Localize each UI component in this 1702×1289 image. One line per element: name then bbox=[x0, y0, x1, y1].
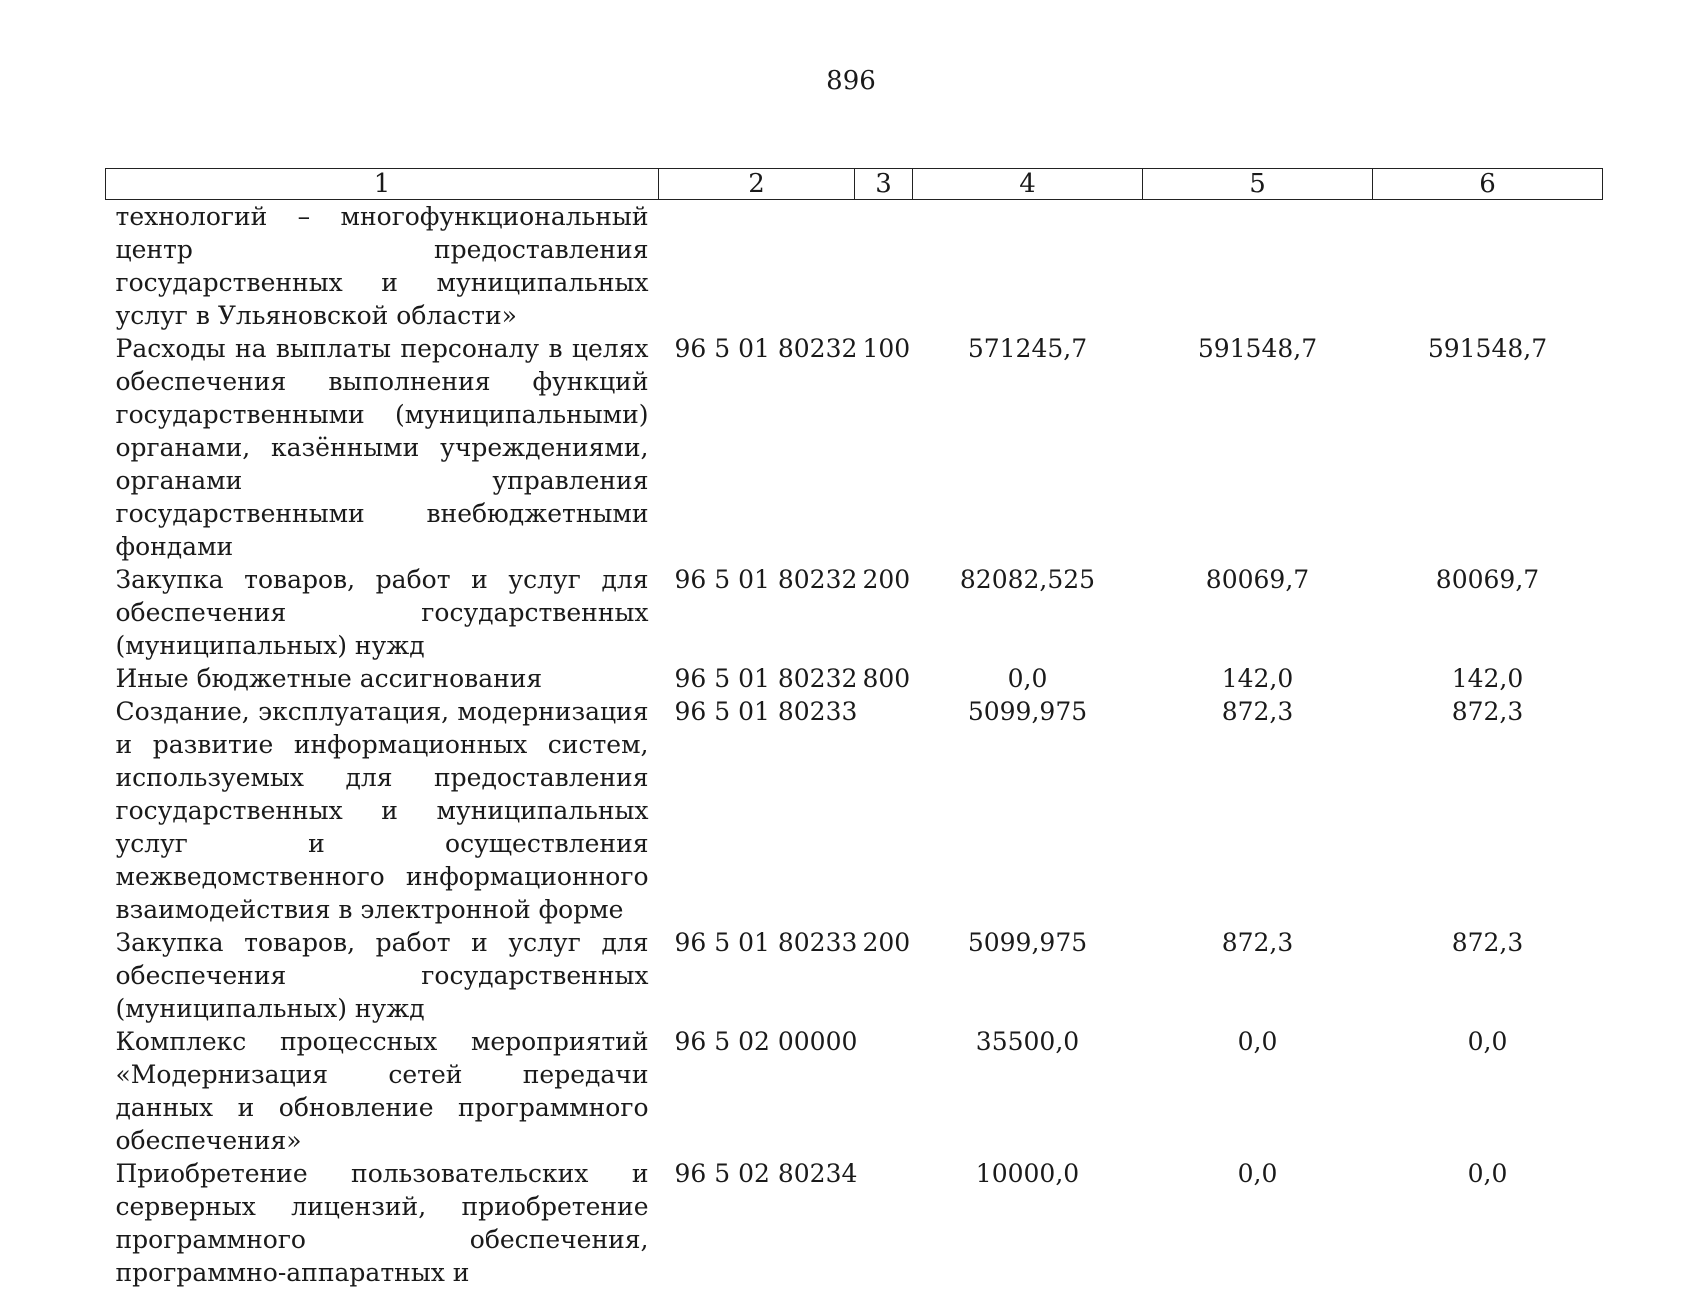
row-name: технологий – многофункциональный центр предоставления государственных и муниципальных услуг в Ульяновской области» bbox=[106, 200, 659, 333]
row-value-4: 10000,0 bbox=[913, 1157, 1143, 1289]
row-name: Закупка товаров, работ и услуг для обеспечения государственных (муниципальных) нужд bbox=[106, 563, 659, 662]
row-value-6: 872,3 bbox=[1373, 695, 1603, 926]
table-row bbox=[106, 200, 1603, 333]
row-expense-type: 100 bbox=[855, 332, 913, 563]
header-row bbox=[106, 169, 1603, 200]
table-header bbox=[106, 169, 1603, 200]
row-expense-type: 200 bbox=[855, 926, 913, 1025]
row-value-4: 5099,975 bbox=[913, 926, 1143, 1025]
row-code: 96 5 01 80232 bbox=[659, 563, 855, 662]
budget-table-container bbox=[105, 168, 1602, 1289]
header-col-6: 6 bbox=[1373, 169, 1603, 200]
row-code bbox=[659, 200, 855, 333]
row-value-5: 872,3 bbox=[1143, 695, 1373, 926]
page-number: 896 bbox=[0, 66, 1702, 96]
row-value-5: 872,3 bbox=[1143, 926, 1373, 1025]
row-value-4: 5099,975 bbox=[913, 695, 1143, 926]
table-row bbox=[106, 332, 1603, 563]
row-name: Приобретение пользовательских и серверных лицензий, приобретение программного обеспечения, программно-аппаратных и bbox=[106, 1157, 659, 1289]
row-code: 96 5 02 00000 bbox=[659, 1025, 855, 1157]
row-name: Расходы на выплаты персоналу в целях обеспечения выполнения функций государственными (муниципальными) органами, казёнными учреждениями, органами управления государственными внебюджетными фондами bbox=[106, 332, 659, 563]
header-col-5: 5 bbox=[1143, 169, 1373, 200]
row-value-4: 82082,525 bbox=[913, 563, 1143, 662]
row-name: Иные бюджетные ассигнования bbox=[106, 662, 659, 695]
table-row bbox=[106, 662, 1603, 695]
row-expense-type bbox=[855, 1157, 913, 1289]
row-expense-type bbox=[855, 1025, 913, 1157]
row-name: Закупка товаров, работ и услуг для обеспечения государственных (муниципальных) нужд bbox=[106, 926, 659, 1025]
row-expense-type: 200 bbox=[855, 563, 913, 662]
row-expense-type: 800 bbox=[855, 662, 913, 695]
table-body bbox=[106, 200, 1603, 1289]
row-code: 96 5 01 80233 bbox=[659, 695, 855, 926]
header-col-1: 1 bbox=[106, 169, 659, 200]
row-value-6: 591548,7 bbox=[1373, 332, 1603, 563]
row-code: 96 5 02 80234 bbox=[659, 1157, 855, 1289]
row-expense-type bbox=[855, 200, 913, 333]
row-code: 96 5 01 80233 bbox=[659, 926, 855, 1025]
row-value-5: 0,0 bbox=[1143, 1157, 1373, 1289]
row-value-5 bbox=[1143, 200, 1373, 333]
row-value-4 bbox=[913, 200, 1143, 333]
table-row bbox=[106, 1025, 1603, 1157]
row-value-4: 571245,7 bbox=[913, 332, 1143, 563]
row-name: Создание, эксплуатация, модернизация и развитие информационных систем, используемых для предоставления государственных и муниципальных услуг и осуществления межведомственного информационного взаимодействия в электронной форме bbox=[106, 695, 659, 926]
row-value-6 bbox=[1373, 200, 1603, 333]
table-row bbox=[106, 926, 1603, 1025]
row-name: Комплекс процессных мероприятий «Модернизация сетей передачи данных и обновление программного обеспечения» bbox=[106, 1025, 659, 1157]
table-row bbox=[106, 1157, 1603, 1289]
row-value-5: 0,0 bbox=[1143, 1025, 1373, 1157]
header-col-4: 4 bbox=[913, 169, 1143, 200]
table-row bbox=[106, 695, 1603, 926]
row-value-6: 872,3 bbox=[1373, 926, 1603, 1025]
budget-table bbox=[105, 168, 1603, 1289]
row-value-6: 0,0 bbox=[1373, 1025, 1603, 1157]
row-value-5: 80069,7 bbox=[1143, 563, 1373, 662]
row-value-4: 0,0 bbox=[913, 662, 1143, 695]
row-value-6: 80069,7 bbox=[1373, 563, 1603, 662]
row-value-6: 142,0 bbox=[1373, 662, 1603, 695]
row-value-6: 0,0 bbox=[1373, 1157, 1603, 1289]
row-value-5: 142,0 bbox=[1143, 662, 1373, 695]
row-value-4: 35500,0 bbox=[913, 1025, 1143, 1157]
row-value-5: 591548,7 bbox=[1143, 332, 1373, 563]
row-expense-type bbox=[855, 695, 913, 926]
header-col-2: 2 bbox=[659, 169, 855, 200]
row-code: 96 5 01 80232 bbox=[659, 662, 855, 695]
header-col-3: 3 bbox=[855, 169, 913, 200]
table-row bbox=[106, 563, 1603, 662]
row-code: 96 5 01 80232 bbox=[659, 332, 855, 563]
